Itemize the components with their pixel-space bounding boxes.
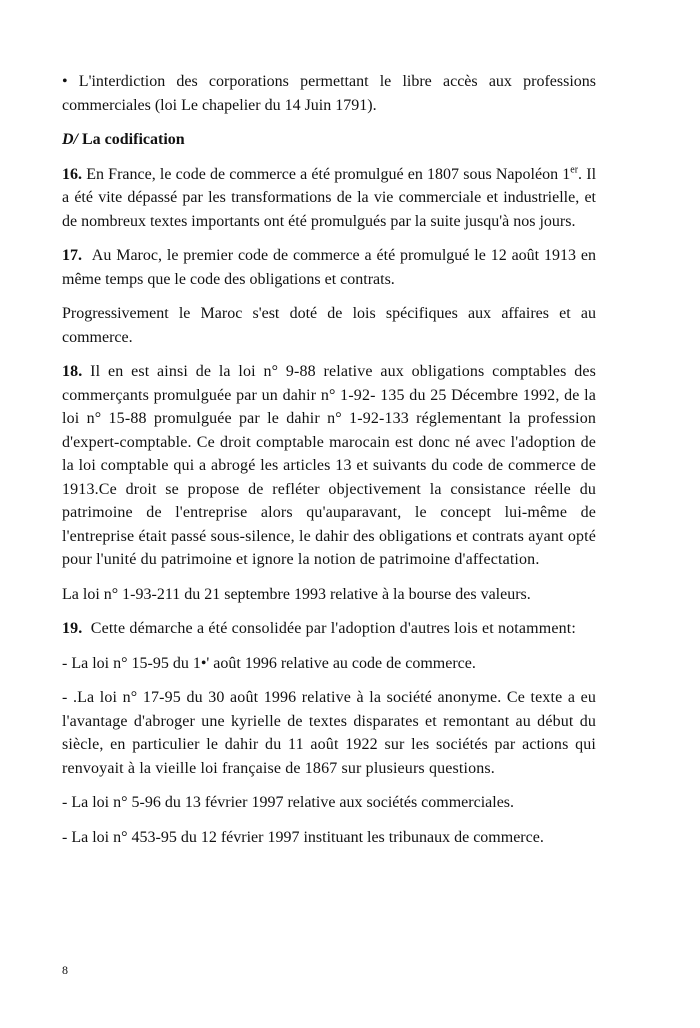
- paragraph-loi-17-95: - .La loi n° 17-95 du 30 août 1996 relative à la société anonyme. Ce texte a eu l'avantage d'abroger une kyrielle de textes disparates et remontant au début du siècle, en particulier le dahir du 11 août 1922 sur les sociétés par actions qui renvoyait à la vieille loi française de 1867 sur plusieurs questions.: [62, 689, 596, 777]
- paragraph-17: [62, 244, 596, 291]
- paragraph-bourse: La loi n° 1-93-211 du 21 septembre 1993 relative à la bourse des valeurs.: [62, 585, 531, 603]
- paragraph-loi-15-95: - La loi n° 15-95 du 1•' août 1996 relative au code de commerce.: [62, 654, 476, 672]
- paragraph-loi-5-96: - La loi n° 5-96 du 13 février 1997 relative aux sociétés commerciales.: [62, 794, 515, 811]
- paragraph-19: [62, 617, 596, 641]
- paragraph-19-text: Cette démarche a été consolidée par l'adoption d'autres lois et notamment:: [90, 620, 576, 637]
- paragraph-number-19: 19.: [62, 620, 83, 637]
- superscript-er: er: [570, 164, 579, 176]
- section-letter: D/: [62, 131, 78, 148]
- paragraph-16: [62, 163, 596, 234]
- paragraph-progressivement: Progressivement le Maroc s'est doté de lois spécifiques aux affaires et au commerce.: [62, 305, 596, 346]
- page-body: [62, 70, 596, 860]
- paragraph-number-16: 16.: [62, 165, 82, 183]
- paragraph-17-text: Au Maroc, le premier code de commerce a été promulgué le 12 août 1913 en même temps que le code des obligations et contrats.: [62, 247, 596, 288]
- section-title: La codification: [82, 131, 185, 148]
- paragraph-corporations: • L'interdiction des corporations permettant le libre accès aux professions commerciales (loi Le chapelier du 14 Juin 1791).: [62, 73, 596, 114]
- section-heading: [62, 128, 596, 152]
- paragraph-18: [62, 360, 596, 572]
- paragraph-number-18: 18.: [62, 363, 83, 380]
- paragraph-number-17: 17.: [62, 247, 82, 264]
- paragraph-16-text-b: . Il a été vite dépassé par les transformations de la vie commerciale et industrielle, et de nombreux textes importants ont été promulgués par la suite jusqu'à nos jours.: [62, 165, 597, 230]
- paragraph-loi-453-95: - La loi n° 453-95 du 12 février 1997 instituant les tribunaux de commerce.: [62, 828, 544, 846]
- paragraph-16-text-a: En France, le code de commerce a été promulgué en 1807 sous Napoléon 1: [86, 165, 571, 183]
- page-number: 8: [62, 963, 68, 977]
- paragraph-18-text: Il en est ainsi de la loi n° 9-88 relative aux obligations comptables des commerçants promulguée par un dahir n° 1-92- 135 du 25 Décembre 1992, de la loi n° 15-88 promulguée par le dahir n° 1-92-133 réglementant la profession d'expert-comptable. Ce droit comptable marocain est donc né avec l'adoption de la loi comptable qui a abrogé les articles 13 et suivants du code de commerce de 1913.Ce droit se propose de refléter objectivement la consistance réelle du patrimoine de l'entreprise alors qu'auparavant, le concept lui-même de l'entreprise était passé sous-silence, le dahir des obligations et contrats ayant opté pour l'unité du patrimoine et ignore la notion de patrimoine d'affectation.: [62, 363, 596, 568]
